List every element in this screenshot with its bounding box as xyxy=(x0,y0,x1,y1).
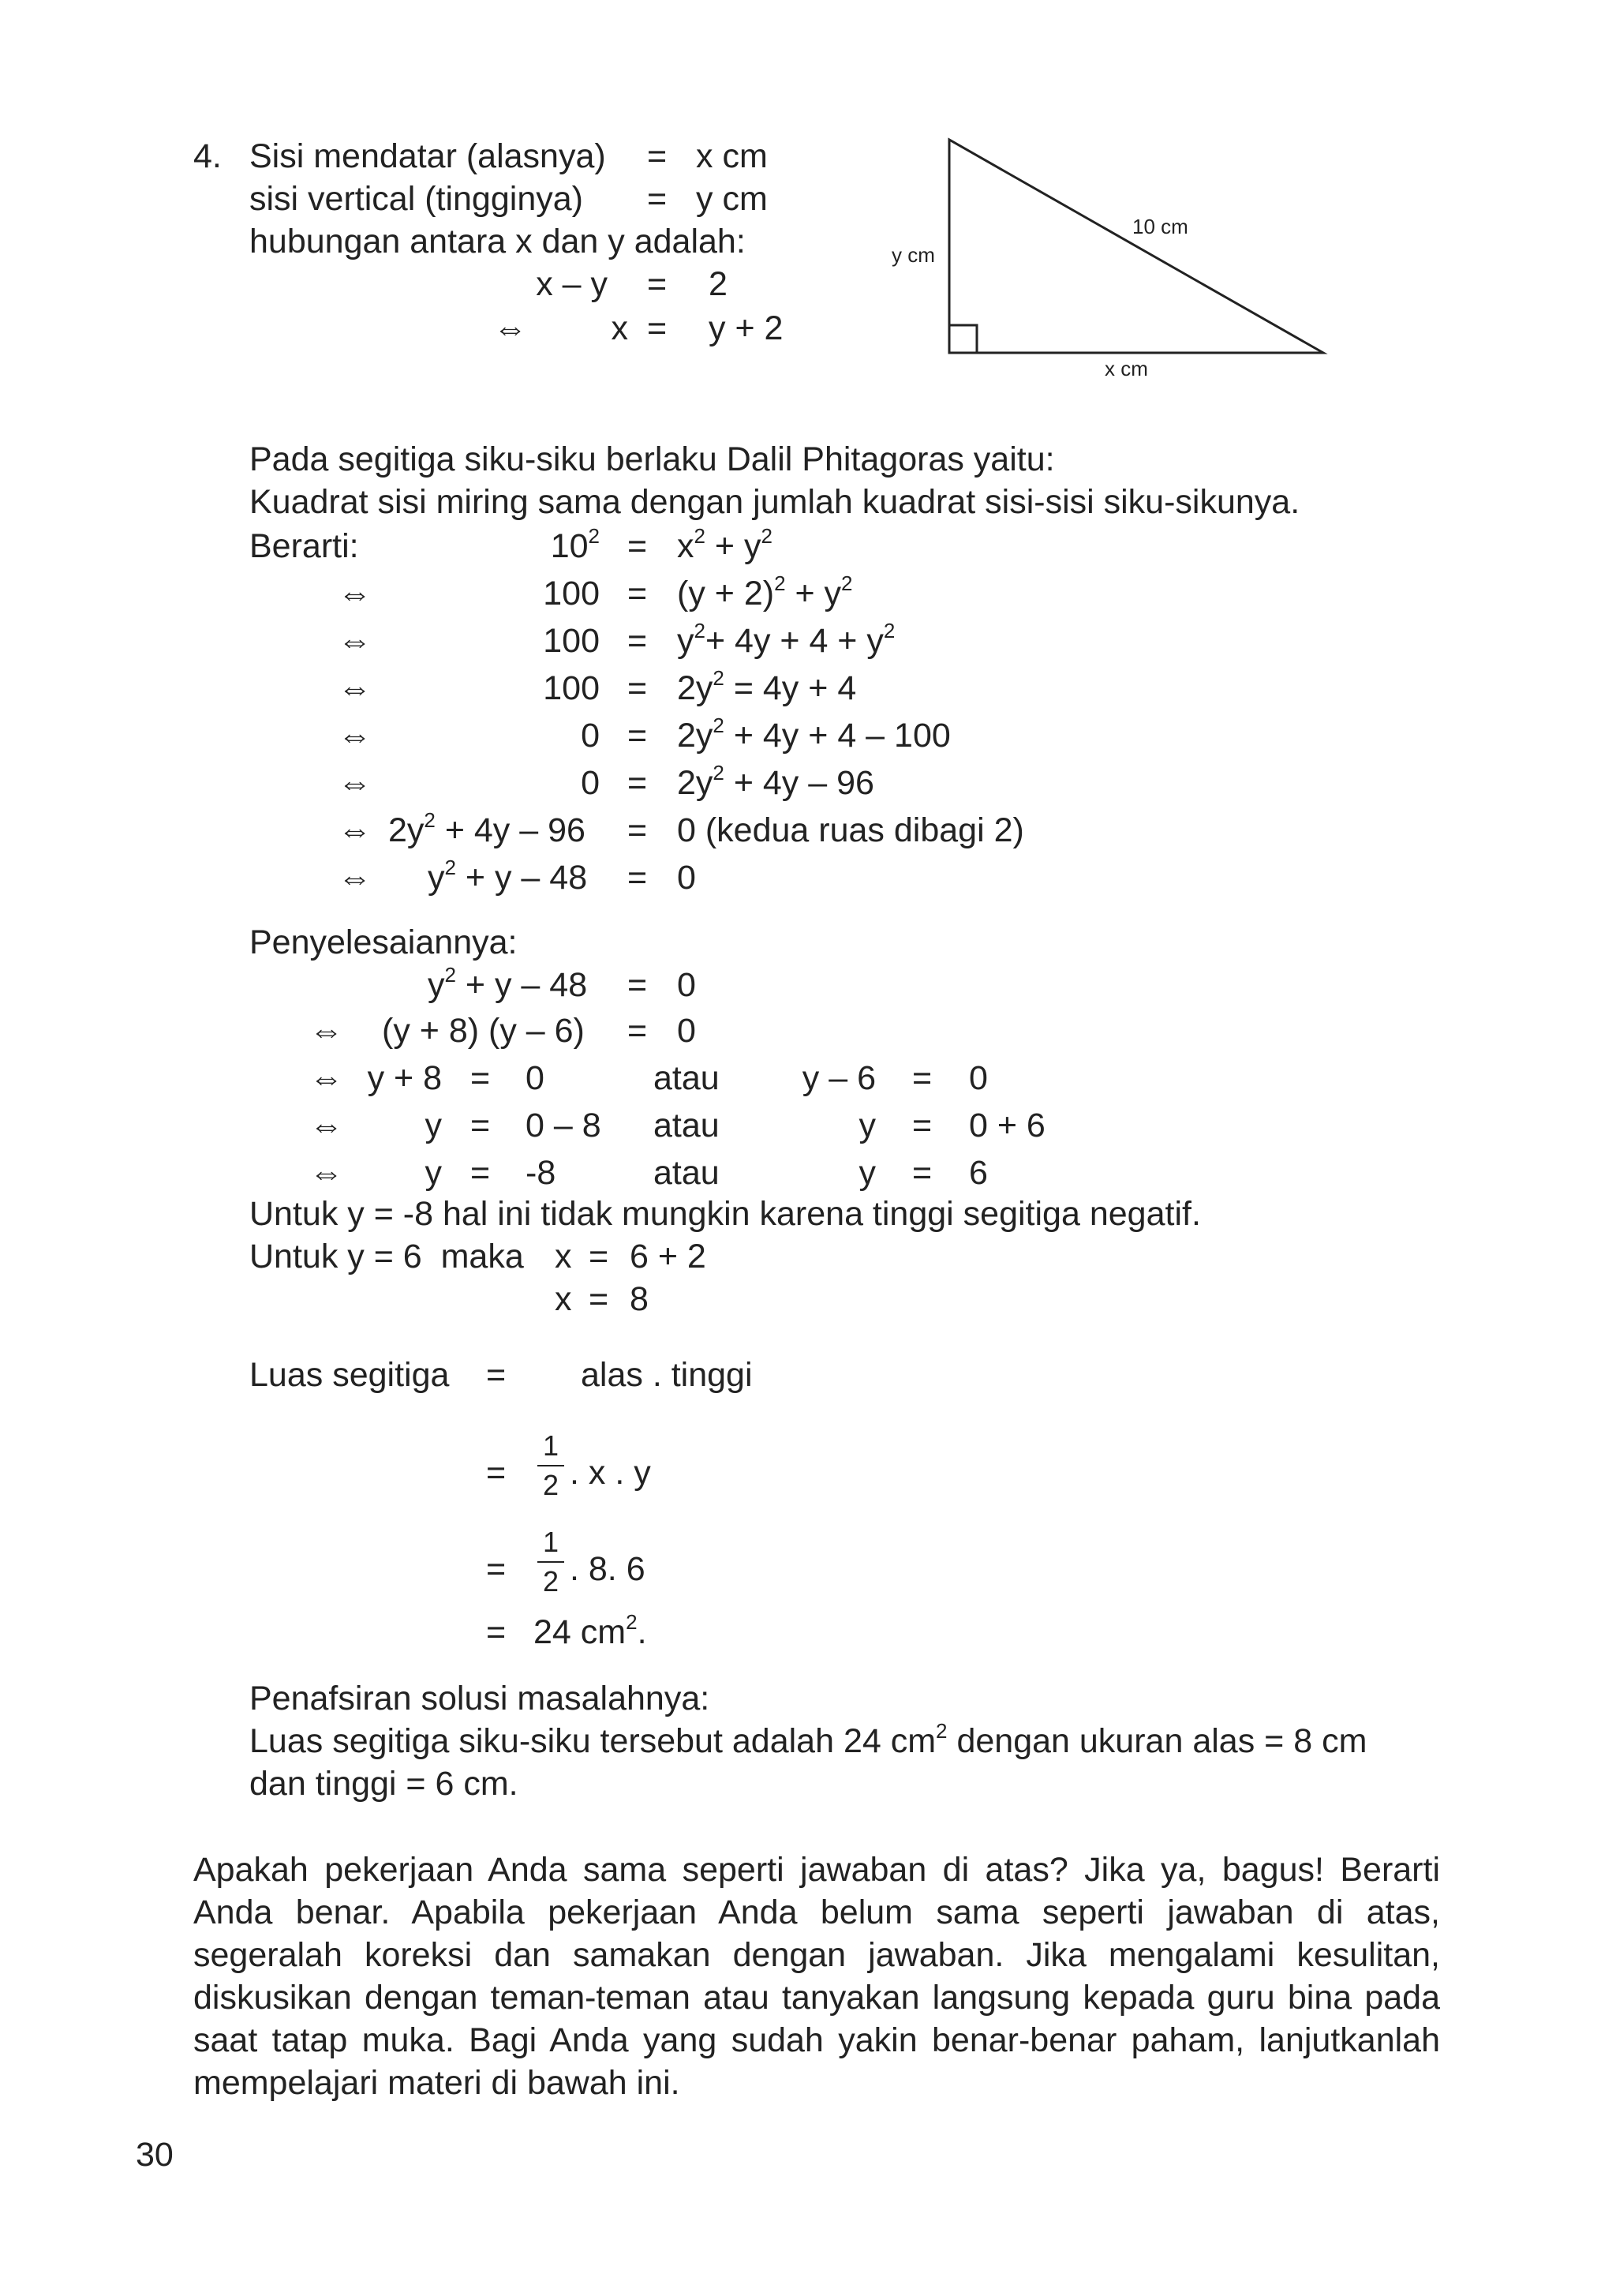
equals-sign: = xyxy=(470,1107,491,1144)
fraction-denominator: 2 xyxy=(542,1469,559,1501)
equiv-symbol: ⇔ xyxy=(309,1107,343,1144)
pythagoras-statement: Kuadrat sisi miring sama dengan jumlah kuadrat sisi-sisi siku-sikunya. xyxy=(249,483,1300,521)
pyth-lhs: 100 xyxy=(543,669,600,707)
pyth-rhs: $2y^2 + 4y - 96$ xyxy=(677,761,874,802)
solution-note2-rhs: 6 + 2 xyxy=(630,1238,706,1275)
equiv-symbol: ⇔ xyxy=(338,575,372,612)
equals-sign: = xyxy=(627,622,648,660)
hypotenuse-label: 10 cm xyxy=(1132,215,1188,238)
pyth-lhs: $y^2 + y - 48$ xyxy=(428,856,588,897)
sol-a-lhs: y xyxy=(425,1107,442,1144)
pyth-lhs: 0 xyxy=(581,717,600,755)
equals-sign: = xyxy=(627,811,648,849)
sol-a-rhs: 0 – 8 xyxy=(526,1107,601,1144)
sol-atau: atau xyxy=(653,1107,720,1144)
equals-sign: = xyxy=(647,265,668,303)
right-angle-marker xyxy=(949,325,977,353)
fraction-numerator: 1 xyxy=(542,1429,559,1462)
sol-b-lhs: y xyxy=(858,1107,876,1144)
equals-sign: = xyxy=(486,1356,507,1394)
equals-sign: = xyxy=(627,669,648,707)
page-number: 30 xyxy=(136,2136,174,2174)
interpretation-text-2: dan tinggi = 6 cm. xyxy=(249,1765,518,1803)
pyth-lhs: 100 xyxy=(543,575,600,612)
equals-sign: = xyxy=(627,966,648,1004)
equals-sign: = xyxy=(647,137,668,175)
equals-sign: = xyxy=(589,1280,609,1318)
base-label: x cm xyxy=(1105,357,1148,380)
pyth-rhs: $2y^2 + 4y + 4 - 100$ xyxy=(677,714,951,755)
pyth-rhs: $2y^2 = 4y + 4$ xyxy=(677,666,857,707)
pyth-rhs: 0 xyxy=(677,859,696,897)
solution-note3-x: x xyxy=(555,1280,572,1318)
sol-atau: atau xyxy=(653,1154,720,1192)
solution-note2-prefix: Untuk y = 6 maka xyxy=(249,1238,524,1275)
berarti-label: Berarti: xyxy=(249,527,359,565)
equiv-symbol: ⇔ xyxy=(309,1012,343,1050)
closing-paragraph: Apakah pekerjaan Anda sama seperti jawaban di atas? Jika ya, bagus! Berarti Anda benar. Apabila pekerjaan Anda belum sama seperti jawaban di atas, segeralah koreksi dan samakan dengan jawaban. Jika mengalami kesulitan, diskusikan dengan teman-teman atau tanyakan langsung kepada guru bina pada saat tatap muka. Bagi Anda yang sudah yakin benar-benar paham, lanjutkanlah mempelajari materi di bawah ini. xyxy=(193,1851,1440,2102)
intro-line3: hubungan antara x dan y adalah: xyxy=(249,223,746,260)
sol-b-lhs: y xyxy=(858,1154,876,1192)
pyth-rhs: $x^2 + y^2$ xyxy=(677,524,772,565)
item-number: 4. xyxy=(193,137,222,175)
intro-line1-value: x cm xyxy=(696,137,768,175)
area-step2: . x . y xyxy=(570,1454,651,1492)
triangle-shape xyxy=(949,140,1323,353)
fraction-bar xyxy=(537,1561,564,1563)
fraction-bar xyxy=(537,1465,564,1466)
fraction-numerator: 1 xyxy=(542,1526,559,1558)
sol-b-lhs: y – 6 xyxy=(802,1059,876,1097)
equals-sign: = xyxy=(627,859,648,897)
eq2-lhs: x xyxy=(611,309,628,347)
equiv-symbol: ⇔ xyxy=(309,1059,343,1097)
eq1-lhs: x – y xyxy=(536,265,608,303)
sol-b-rhs: 0 xyxy=(969,1059,988,1097)
equals-sign: = xyxy=(647,309,668,347)
equiv-symbol: ⇔ xyxy=(338,717,372,755)
sol-l2-rhs: 0 xyxy=(677,1012,696,1050)
sol-b-rhs: 0 + 6 xyxy=(969,1107,1046,1144)
sol-a-rhs: -8 xyxy=(526,1154,556,1192)
equiv-symbol: ⇔ xyxy=(338,622,372,660)
pyth-lhs: 0 xyxy=(581,764,600,802)
equals-sign: = xyxy=(627,717,648,755)
sol-a-rhs: 0 xyxy=(526,1059,544,1097)
equiv-symbol: ⇔ xyxy=(338,669,372,707)
eq1-rhs: 2 xyxy=(709,265,728,303)
interpretation-title: Penafsiran solusi masalahnya: xyxy=(249,1680,710,1717)
solution-note3-rhs: 8 xyxy=(630,1280,649,1318)
pyth-lhs: 100 xyxy=(543,622,600,660)
equals-sign: = xyxy=(912,1107,933,1144)
intro-line2-value: y cm xyxy=(696,180,768,218)
pyth-rhs: $(y + 2)^2 + y^2$ xyxy=(677,571,853,612)
pyth-rhs: $y^2+ 4y + 4 + y^2$ xyxy=(677,619,896,660)
eq2-rhs: y + 2 xyxy=(709,309,784,347)
area-step1: alas . tinggi xyxy=(581,1356,753,1394)
equals-sign: = xyxy=(486,1550,507,1588)
interpretation-text: Luas segitiga siku-siku tersebut adalah 24 $cm^2$ dengan ukuran alas = 8 cm xyxy=(249,1719,1367,1760)
pyth-lhs: $10^2$ xyxy=(550,524,600,565)
equals-sign: = xyxy=(470,1059,491,1097)
pyth-rhs: 0 (kedua ruas dibagi 2) xyxy=(677,811,1024,849)
sol-b-rhs: 6 xyxy=(969,1154,988,1192)
equals-sign: = xyxy=(647,180,668,218)
pyth-lhs: $2y^2 + 4y - 96$ xyxy=(388,808,585,849)
sol-l1-lhs: $y^2 + y - 48$ xyxy=(428,963,588,1004)
solution-title: Penyelesaiannya: xyxy=(249,923,518,961)
area-label: Luas segitiga xyxy=(249,1356,450,1394)
equiv-symbol: ⇔ xyxy=(493,309,527,347)
sol-l2-lhs: (y + 8) (y – 6) xyxy=(382,1012,585,1050)
equals-sign: = xyxy=(627,527,648,565)
solution-note1: Untuk y = -8 hal ini tidak mungkin karena tinggi segitiga negatif. xyxy=(249,1195,1201,1233)
height-label: y cm xyxy=(892,243,935,267)
equiv-symbol: ⇔ xyxy=(338,859,372,897)
equals-sign: = xyxy=(486,1613,507,1651)
equals-sign: = xyxy=(627,575,648,612)
area-step4: 24 $cm^2$. xyxy=(533,1610,647,1651)
equiv-symbol: ⇔ xyxy=(338,764,372,802)
sol-l1-rhs: 0 xyxy=(677,966,696,1004)
equiv-symbol: ⇔ xyxy=(309,1154,343,1192)
sol-a-lhs: y xyxy=(425,1154,442,1192)
equals-sign: = xyxy=(912,1154,933,1192)
equals-sign: = xyxy=(627,764,648,802)
equals-sign: = xyxy=(912,1059,933,1097)
sol-a-lhs: y + 8 xyxy=(367,1059,442,1097)
intro-line1-label: Sisi mendatar (alasnya) xyxy=(249,137,606,175)
equals-sign: = xyxy=(486,1454,507,1492)
equals-sign: = xyxy=(627,1012,648,1050)
area-step3: . 8. 6 xyxy=(570,1550,645,1588)
solution-note2-x: x xyxy=(555,1238,572,1275)
intro-line2-label: sisi vertical (tingginya) xyxy=(249,180,583,218)
pythagoras-intro: Pada segitiga siku-siku berlaku Dalil Phitagoras yaitu: xyxy=(249,440,1055,478)
sol-atau: atau xyxy=(653,1059,720,1097)
equals-sign: = xyxy=(589,1238,609,1275)
fraction-denominator: 2 xyxy=(542,1565,559,1597)
right-triangle-diagram xyxy=(868,126,1357,395)
equals-sign: = xyxy=(470,1154,491,1192)
equiv-symbol: ⇔ xyxy=(338,811,372,849)
